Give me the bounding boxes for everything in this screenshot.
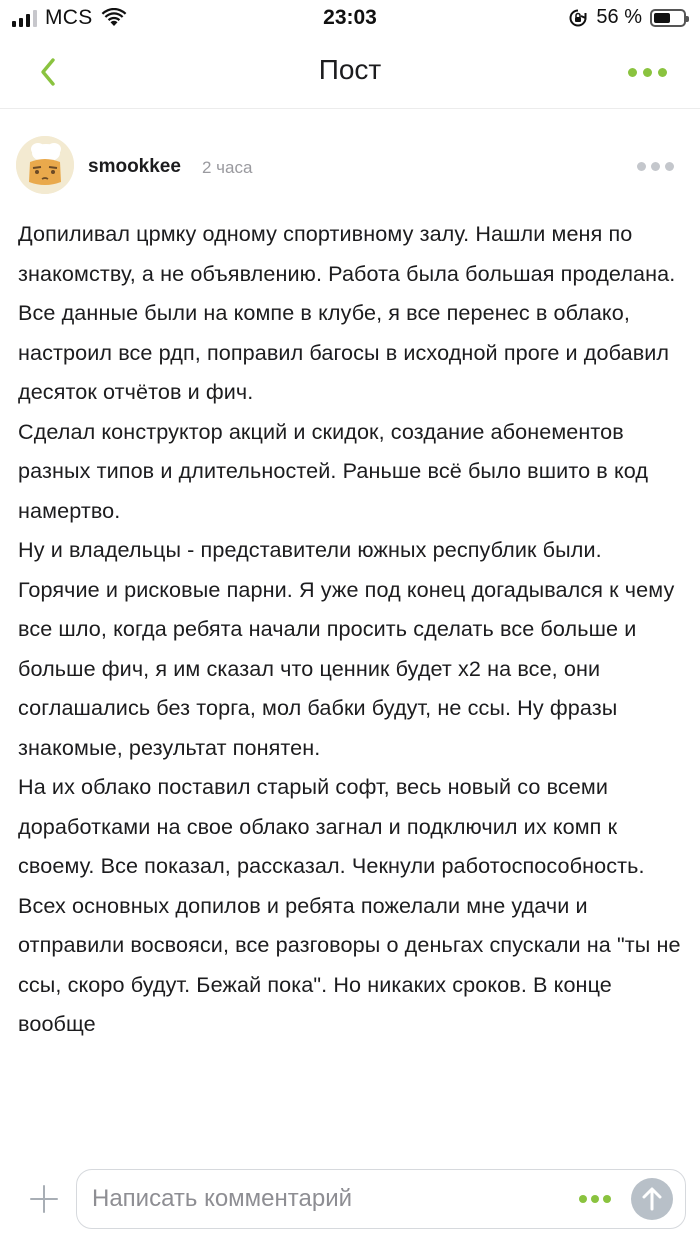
emoji-button[interactable]	[579, 1195, 611, 1203]
status-right	[568, 6, 686, 29]
post-paragraph: Ну и владельцы - представители южных республик были. Горячие и рисковые парни. Я уже под конец догадывался к чему все шло, когда ребята начали просить сделать все больше и больше фич, я им сказал что ценник будет х2 на все, они соглашались без торга, мол бабки будут, не ссы. Ну фразы знакомые, результат понятен.	[18, 537, 675, 760]
post-timestamp: 2 часа	[202, 158, 253, 177]
more-dots-icon	[637, 162, 646, 171]
battery-icon	[650, 9, 686, 27]
more-dots-icon	[579, 1195, 587, 1203]
author-name[interactable]: smookkee	[88, 156, 181, 177]
more-options-button[interactable]	[628, 64, 670, 80]
comment-input[interactable]	[92, 1184, 562, 1214]
carrier-name: MCS	[45, 6, 93, 29]
post-more-button[interactable]	[637, 162, 674, 171]
more-dots-icon	[628, 68, 637, 77]
post-paragraph: На их облако поставил старый софт, весь новый со всеми доработками на свое облако загнал и подключил их комп к своему. Все показал, рассказал. Чекнули работоспособность. Всех основных допилов и ребята пожелали мне удачи и отправили восвояси, все разговоры о деньгах спускали на "ты не ссы, скоро будут. Бежай пока". Но никаких сроков. В конце вообще	[18, 774, 681, 1036]
send-button[interactable]	[631, 1178, 673, 1220]
avatar[interactable]	[16, 136, 74, 194]
battery-percentage: 56 %	[596, 6, 642, 28]
post-paragraph: Допиливал црмку одному спортивному залу. Нашли меня по знакомству, а не объявлению. Работа была большая проделана. Все данные были на компе в клубе, я все перенес в облако, настроил все рдп, поправил багосы в исходной проге и добавил десяток отчётов и фич.	[18, 221, 676, 404]
avatar-icon	[16, 136, 74, 194]
arrow-up-icon	[631, 1178, 673, 1220]
post-paragraph: Сделал конструктор акций и скидок, создание абонементов разных типов и длительностей. Раньше всё было вшито в код намертво.	[18, 418, 649, 523]
battery-level	[654, 13, 670, 23]
add-attachment-button[interactable]	[28, 1183, 60, 1215]
page-title: Пост	[318, 54, 382, 85]
comment-box	[76, 1169, 686, 1229]
status-bar	[0, 0, 700, 36]
post-body	[18, 214, 682, 1100]
post-header	[16, 136, 684, 196]
clock: 23:03	[323, 6, 377, 29]
navigation-bar	[0, 36, 700, 109]
orientation-lock-icon	[568, 8, 588, 28]
